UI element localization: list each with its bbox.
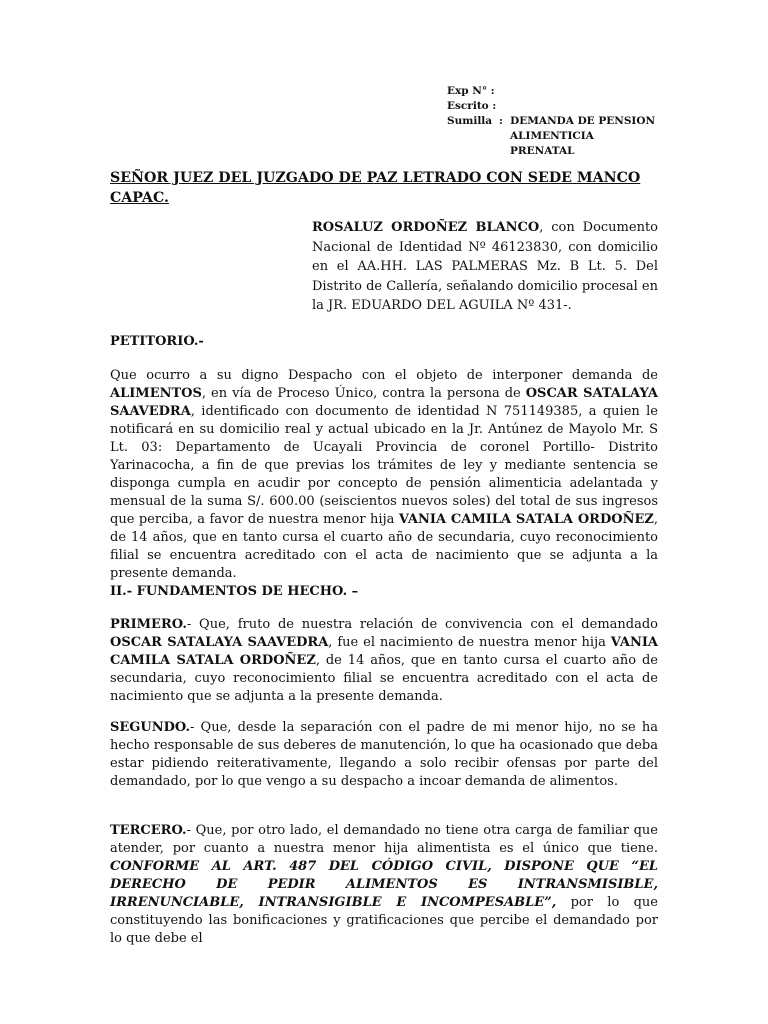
primero-text-2: , fue el nacimiento de nuestra menor hija [328, 635, 611, 650]
petitorio-paragraph [110, 367, 658, 583]
primero-paragraph [110, 616, 658, 706]
segundo-text: - Que, desde la separación con el padre de mi menor hijo, no se ha hecho responsable de sus deberes de manutención, lo que ha ocasionado que deba estar pidiendo reiterativamente, llegando a solo recibir ofensas por parte del demandado, por lo que vengo a su despacho a incoar demanda de alimentos. [110, 720, 658, 789]
sumilla-label: Sumilla [447, 115, 493, 127]
tercero-article-quote: CONFORME AL ART. 487 DEL CÓDIGO CIVIL, DISPONE QUE “EL DERECHO DE PEDIR ALIMENTOS ES INTRANSMISIBLE, IRRENUNCIABLE, INTRANSIGIBLE E INCOMPESABLE”, [110, 859, 658, 910]
plaintiff-name: ROSALUZ ORDOÑEZ BLANCO [312, 220, 540, 235]
petitorio-text-4: , de 14 años, que en tanto cursa el cuarto año de secundaria, cuyo reconocimiento filial se encuentra acreditado con el acta de nacimiento que se adjunta a la presente demanda. [110, 512, 658, 581]
tercero-paragraph [110, 822, 658, 948]
escrito-label: Escrito : [447, 100, 497, 112]
primero-bold-defendant: OSCAR SATALAYA SAAVEDRA [110, 635, 329, 650]
primero-text-1: - Que, fruto de nuestra relación de convivencia con el demandado [186, 617, 658, 632]
escrito-row [447, 99, 655, 114]
tercero-text-1: - Que, por otro lado, el demandado no tiene otra carga de familiar que atender, por cuanto a nuestra menor hija alimentista es el único que tiene. [110, 823, 658, 856]
primero-label: PRIMERO. [110, 617, 187, 632]
tercero-text-2: por lo que constituyendo las bonificaciones y gratificaciones que percibe el demandado por lo que debe el [110, 895, 658, 946]
segundo-paragraph [110, 719, 658, 791]
petitorio-bold-defendant: OSCAR SATALAYA SAAVEDRA [110, 386, 658, 419]
tercero-label: TERCERO. [110, 823, 187, 838]
sumilla-value-1: : DEMANDA DE PENSION [499, 115, 656, 127]
sumilla-line-3 [447, 144, 655, 159]
petitorio-text-1: Que ocurro a su digno Despacho con el objeto de interponer demanda de [110, 368, 658, 383]
primero-text-3: , de 14 años, que en tanto cursa el cuarto año de secundaria, cuyo reconocimiento filial se encuentra acreditado con el acta de nacimiento que se adjunta a la presente demanda. [110, 653, 658, 704]
segundo-label: SEGUNDO. [110, 720, 190, 735]
case-header [447, 84, 655, 159]
petitorio-bold-child: VANIA CAMILA SATALA ORDOÑEZ [398, 512, 654, 527]
sumilla-line-2 [447, 129, 655, 144]
exp-row [447, 84, 655, 99]
sumilla-value-2: ALIMENTICIA [510, 130, 594, 142]
exp-label: Exp N° : [447, 85, 495, 97]
petitorio-bold-alimentos: ALIMENTOS [110, 386, 202, 401]
petitorio-text-2: , en vía de Proceso Único, contra la persona de [201, 386, 526, 401]
judge-address: SEÑOR JUEZ DEL JUZGADO DE PAZ LETRADO CON SEDE MANCO CAPAC. [110, 170, 641, 206]
petitorio-text-3: , identificado con documento de identidad N 751149385, a quien le notificará en su domicilio real y actual ubicado en la Jr. Antúnez de Mayolo Mr. S Lt. 03: Departamento de Ucayali Provincia de coronel Portillo- Distrito Yarinacocha, a fin de que previas los trámites de ley y mediante sentencia se disponga cumpla en acudir por concepto de pensión alimenticia adelantada y mensual de la suma S/. 600.00 (seiscientos nuevos soles) del total de sus ingresos que perciba, a favor de nuestra menor hija [110, 404, 658, 527]
sumilla-row [447, 114, 655, 129]
plaintiff-details: , con Documento Nacional de Identidad Nº 46123830, con domicilio en el AA.HH. LAS PALMERAS Mz. B Lt. 5. Del Distrito de Callería, señalando domicilio procesal en la JR. EDUARDO DEL AGUILA Nº 431-. [312, 220, 658, 314]
petitorio-heading: PETITORIO.- [110, 334, 204, 349]
plaintiff-intro [312, 218, 658, 316]
sumilla-value-3: PRENATAL [510, 145, 575, 157]
fundamentos-heading: II.- FUNDAMENTOS DE HECHO. – [110, 584, 359, 599]
primero-bold-child: VANIA CAMILA SATALA ORDOÑEZ [110, 635, 658, 668]
